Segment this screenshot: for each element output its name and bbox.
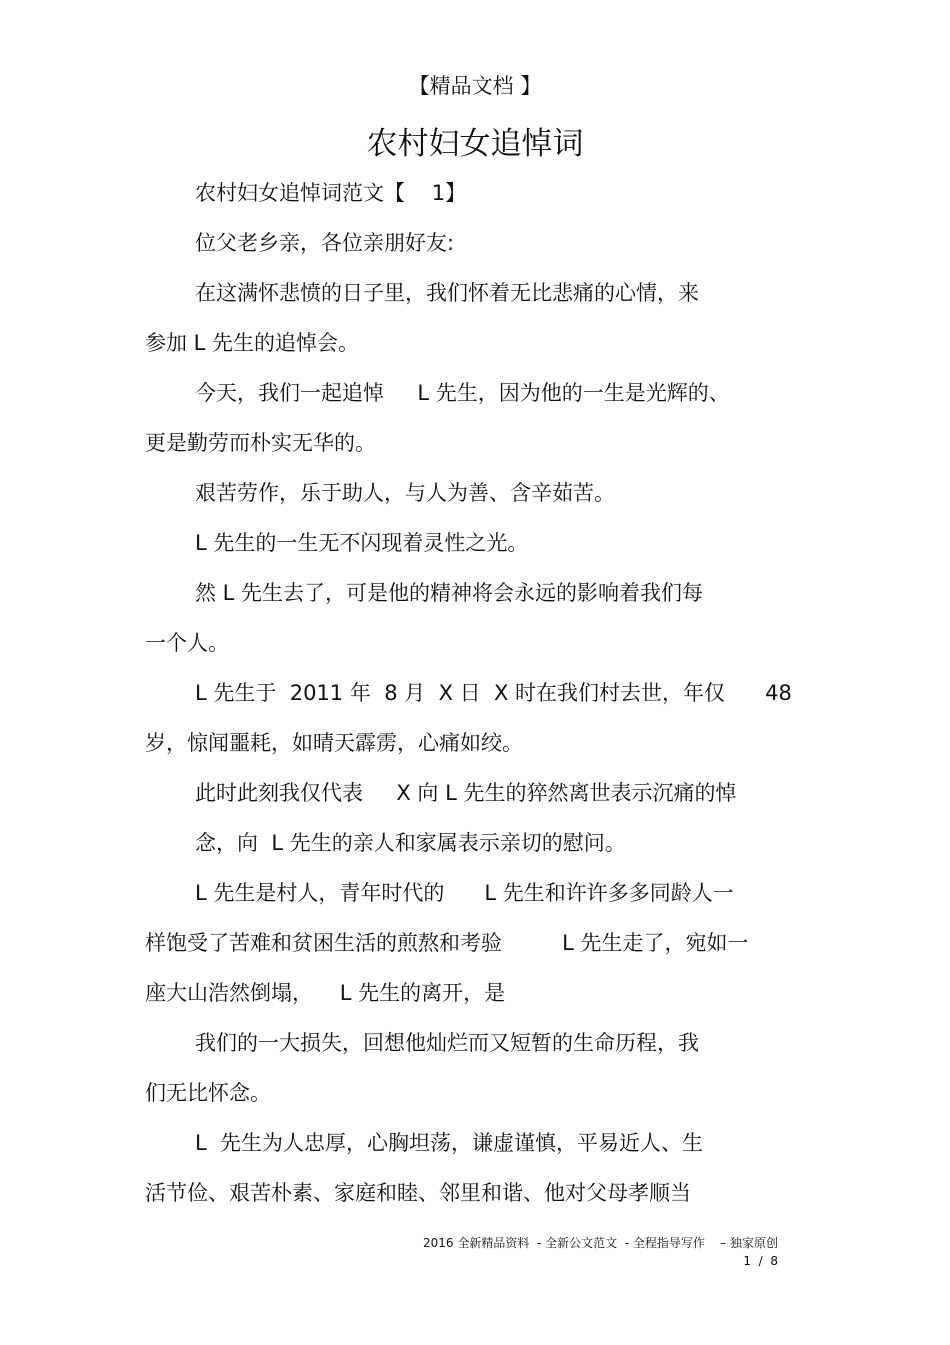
paragraph-line: 岁，惊闻噩耗，如晴天霹雳，心痛如绞。 bbox=[145, 731, 523, 755]
paragraph-line: 念，向 L 先生的亲人和家属表示亲切的慰问。 bbox=[195, 831, 626, 855]
footer-note: 2016 全新精品资料 - 全新公文范文 - 全程指导写作 – 独家原创 bbox=[423, 1236, 778, 1250]
paragraph-line: 活节俭、艰苦朴素、家庭和睦、邻里和谐、他对父母孝顺当 bbox=[145, 1181, 691, 1205]
section-heading: 农村妇女追悼词范文【 1】 bbox=[195, 181, 467, 205]
paragraph-line: 样饱受了苦难和贫困生活的煎熬和考验 L 先生走了，宛如一 bbox=[145, 931, 749, 955]
paragraph-line: 艰苦劳作，乐于助人，与人为善、含辛茹苦。 bbox=[195, 481, 615, 505]
paragraph-line: L 先生为人忠厚，心胸坦荡，谦虚谨慎，平易近人、生 bbox=[195, 1131, 704, 1155]
document-title: 农村妇女追悼词 bbox=[366, 126, 584, 162]
paragraph-line: 一个人。 bbox=[145, 631, 229, 655]
page-header-label: 【精品文档 】 bbox=[408, 74, 542, 98]
page-number: 1 / 8 bbox=[743, 1254, 778, 1268]
paragraph-line: 我们的一大损失，回想他灿烂而又短暂的生命历程，我 bbox=[195, 1031, 699, 1055]
paragraph-line: 参加 L 先生的追悼会。 bbox=[145, 331, 360, 355]
paragraph-line: L 先生于 2011 年 8 月 X 日 X 时在我们村去世，年仅 48 bbox=[195, 681, 792, 705]
paragraph-line: L 先生是村人，青年时代的 L 先生和许许多多同龄人一 bbox=[195, 881, 734, 905]
paragraph-line: 在这满怀悲愤的日子里，我们怀着无比悲痛的心情，来 bbox=[195, 281, 699, 305]
paragraph-line: 然 L 先生去了，可是他的精神将会永远的影响着我们每 bbox=[195, 581, 704, 605]
paragraph-line: 更是勤劳而朴实无华的。 bbox=[145, 431, 376, 455]
paragraph-line: 们无比怀念。 bbox=[145, 1081, 271, 1105]
paragraph-line: 位父老乡亲，各位亲朋好友: bbox=[195, 231, 455, 255]
paragraph-line: 此时此刻我仅代表 X 向 L 先生的猝然离世表示沉痛的悼 bbox=[195, 781, 737, 805]
paragraph-line: L 先生的一生无不闪现着灵性之光。 bbox=[195, 531, 529, 555]
paragraph-line: 今天，我们一起追悼 L 先生，因为他的一生是光辉的、 bbox=[195, 381, 730, 405]
paragraph-line: 座大山浩然倒塌， L 先生的离开，是 bbox=[145, 981, 506, 1005]
